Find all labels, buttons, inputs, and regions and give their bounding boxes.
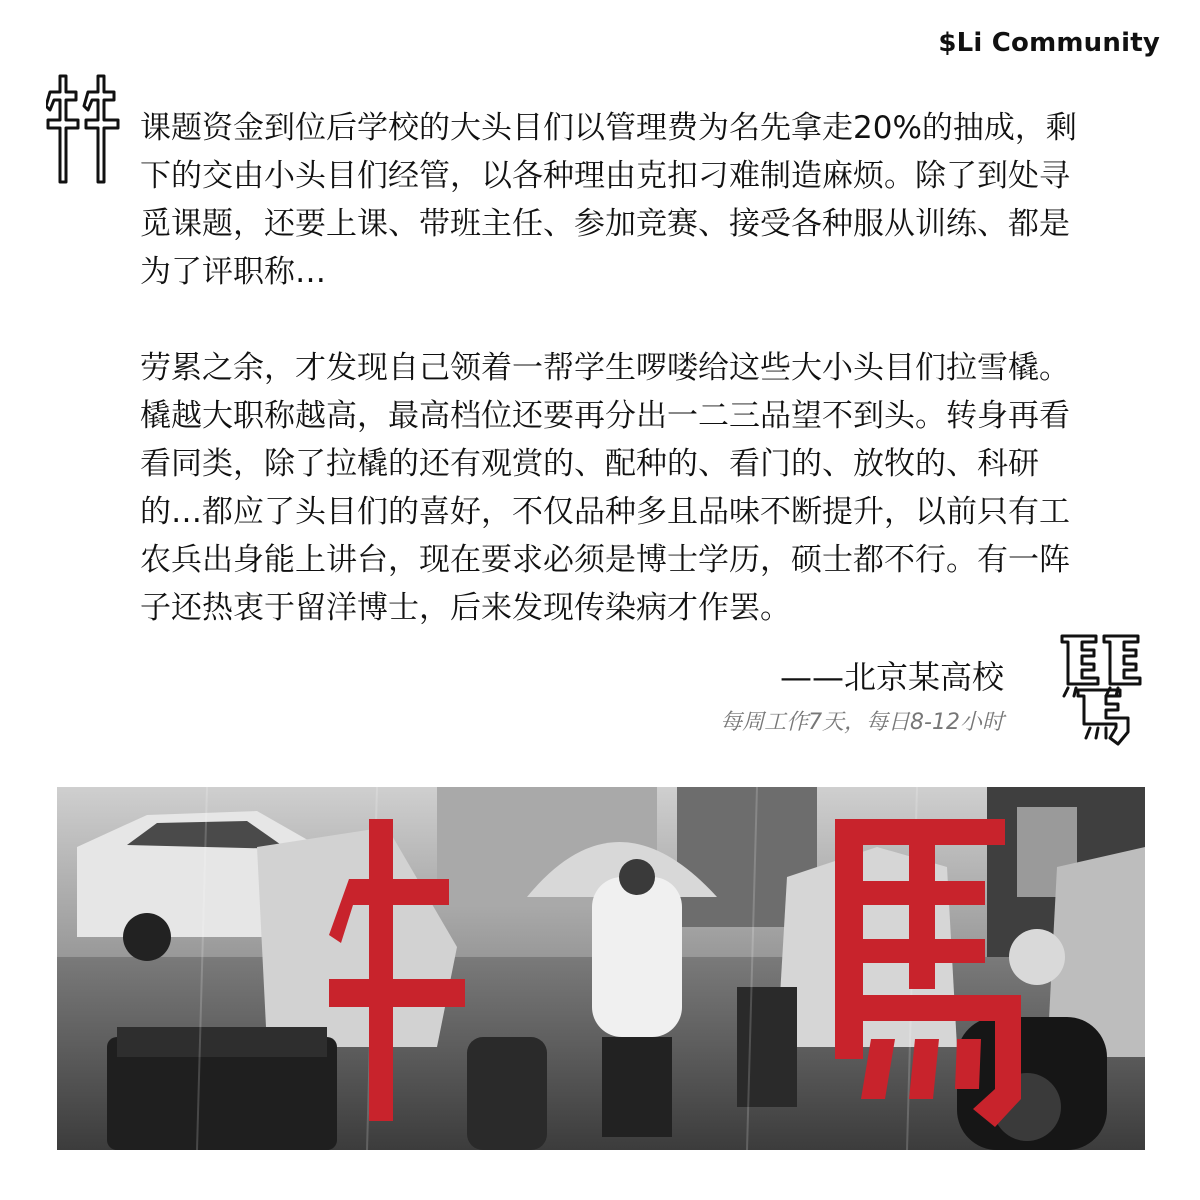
work-hours-note: 每周工作7天，每日8-12小时 xyxy=(720,710,1004,735)
street-photo-illustration xyxy=(57,787,1145,1150)
attribution: ——北京某高校 xyxy=(779,658,1004,696)
brand-label: $Li Community xyxy=(938,28,1160,58)
paragraph-1: 课题资金到位后学校的大头目们以管理费为名先拿走20%的抽成，剩下的交由小头目们经管，以各种理由克扣刁难制造麻烦。除了到处寻觅课题，还要上课、带班主任、参加竞赛、接受各种服从训练、都是为了评职称… xyxy=(140,110,1077,290)
street-photo xyxy=(57,787,1145,1150)
right-outline-glyph-icon xyxy=(1058,628,1144,748)
paragraph-2: 劳累之余，才发现自己领着一帮学生啰喽给这些大小头目们拉雪橇。橇越大职称越高，最高档位还要再分出一二三品望不到头。转身再看看同类，除了拉橇的还有观赏的、配种的、看门的、放牧的、科研的…都应了头目们的喜好，不仅品种多且品味不断提升，以前只有工农兵出身能上讲台，现在要求必须是博士学历，硕士都不行。有一阵子还热衷于留洋博士，后来发现传染病才作罢。 xyxy=(140,350,1070,626)
left-outline-glyph-icon xyxy=(46,70,120,190)
article-body xyxy=(140,104,1090,632)
